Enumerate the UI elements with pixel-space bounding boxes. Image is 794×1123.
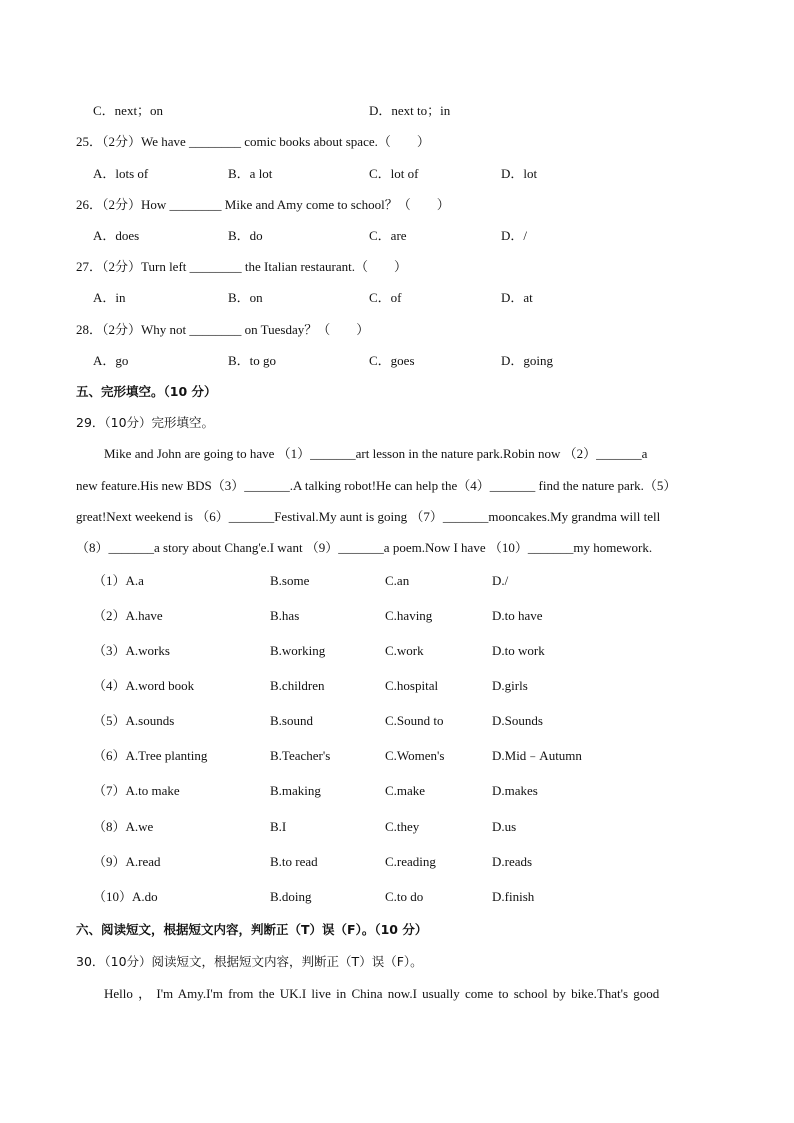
q27-option-d: D．at xyxy=(501,290,533,305)
q27-option-a: A．in xyxy=(93,290,126,305)
q25-option-c: C．lot of xyxy=(369,166,419,181)
cloze-9-a: （9）A.read xyxy=(93,854,161,869)
cloze-8-b: B.I xyxy=(270,819,287,834)
q28-option-c: C．goes xyxy=(369,353,415,368)
cloze-8-d: D.us xyxy=(492,819,517,834)
cloze-6-b: B.Teacher's xyxy=(270,748,331,763)
cloze-10-d: D.finish xyxy=(492,889,535,904)
cloze-9-b: B.to read xyxy=(270,854,318,869)
cloze-6-d: D.Mid﹣Autumn xyxy=(492,748,582,763)
section-5-title: 五、完形填空。（10 分） xyxy=(76,384,217,399)
question-26-stem: 26．（2分）How ________ Mike and Amy come to school？（ ） xyxy=(76,197,450,212)
cloze-3-a: （3）A.works xyxy=(93,643,170,658)
cloze-8-c: C.they xyxy=(385,819,420,834)
cloze-7-b: B.making xyxy=(270,783,321,798)
cloze-8-a: （8）A.we xyxy=(93,819,154,834)
cloze-2-b: B.has xyxy=(270,608,300,623)
cloze-3-b: B.working xyxy=(270,643,326,658)
cloze-7-a: （7）A.to make xyxy=(93,783,180,798)
q26-option-b: B．do xyxy=(228,228,263,243)
cloze-4-d: D.girls xyxy=(492,678,528,693)
cloze-passage-line-1: Mike and John are going to have （1）_______art lesson in the nature park.Robin now （2）_______a xyxy=(104,446,648,461)
cloze-6-a: （6）A.Tree planting xyxy=(93,748,208,763)
cloze-1-b: B.some xyxy=(270,573,310,588)
cloze-passage-line-3: great!Next weekend is （6）_______Festival.My aunt is going （7）_______mooncakes.My grandma will tell xyxy=(76,509,661,524)
q25-option-b: B．a lot xyxy=(228,166,273,181)
cloze-3-c: C.work xyxy=(385,643,424,658)
q28-option-b: B．to go xyxy=(228,353,277,368)
prev-option-d: D．next to；in xyxy=(369,103,451,118)
cloze-10-a: （10）A.do xyxy=(93,889,158,904)
cloze-1-d: D./ xyxy=(492,573,509,588)
cloze-9-c: C.reading xyxy=(385,854,436,869)
cloze-5-c: C.Sound to xyxy=(385,713,444,728)
cloze-4-c: C.hospital xyxy=(385,678,439,693)
question-25-stem: 25．（2分）We have ________ comic books about space.（ ） xyxy=(76,134,430,149)
cloze-1-a: （1）A.a xyxy=(93,573,144,588)
q27-option-b: B．on xyxy=(228,290,263,305)
cloze-5-d: D.Sounds xyxy=(492,713,543,728)
question-27-stem: 27．（2分）Turn left ________ the Italian restaurant.（ ） xyxy=(76,259,407,274)
cloze-7-d: D.makes xyxy=(492,783,538,798)
cloze-3-d: D.to work xyxy=(492,643,545,658)
cloze-5-b: B.sound xyxy=(270,713,313,728)
section-6-title: 六、阅读短文，根据短文内容，判断正（T）误（F）。（10 分） xyxy=(76,922,428,937)
cloze-10-b: B.doing xyxy=(270,889,312,904)
cloze-9-d: D.reads xyxy=(492,854,533,869)
prev-option-c: C．next；on xyxy=(93,103,164,118)
cloze-7-c: C.make xyxy=(385,783,426,798)
q28-option-a: A．go xyxy=(93,353,129,368)
question-28-stem: 28．（2分）Why not ________ on Tuesday？（ ） xyxy=(76,322,370,337)
q28-option-d: D．going xyxy=(501,353,554,368)
cloze-passage-line-2: new feature.His new BDS（3）_______.A talking robot!He can help the（4）_______ find the nature park.（5） xyxy=(76,478,677,493)
question-29-stem: 29．（10分）完形填空。 xyxy=(76,415,215,430)
cloze-2-a: （2）A.have xyxy=(93,608,163,623)
q27-option-c: C．of xyxy=(369,290,402,305)
q26-option-a: A．does xyxy=(93,228,140,243)
cloze-2-d: D.to have xyxy=(492,608,543,623)
q26-option-d: D．/ xyxy=(501,228,528,243)
cloze-4-a: （4）A.word book xyxy=(93,678,195,693)
cloze-4-b: B.children xyxy=(270,678,325,693)
reading-passage-start: Hello ， I'm Amy.I'm from the UK.I live in China now.I usually come to school by bike.That's good xyxy=(104,986,660,1001)
q26-option-c: C．are xyxy=(369,228,407,243)
cloze-6-c: C.Women's xyxy=(385,748,445,763)
cloze-5-a: （5）A.sounds xyxy=(93,713,175,728)
question-30-stem: 30．（10分）阅读短文，根据短文内容，判断正（T）误（F）。 xyxy=(76,954,423,969)
q25-option-d: D．lot xyxy=(501,166,538,181)
cloze-2-c: C.having xyxy=(385,608,433,623)
cloze-1-c: C.an xyxy=(385,573,410,588)
cloze-passage-line-4: （8）_______a story about Chang'e.I want （9）_______a poem.Now I have （10）_______my homework. xyxy=(76,540,653,555)
q25-option-a: A．lots of xyxy=(93,166,149,181)
cloze-10-c: C.to do xyxy=(385,889,424,904)
